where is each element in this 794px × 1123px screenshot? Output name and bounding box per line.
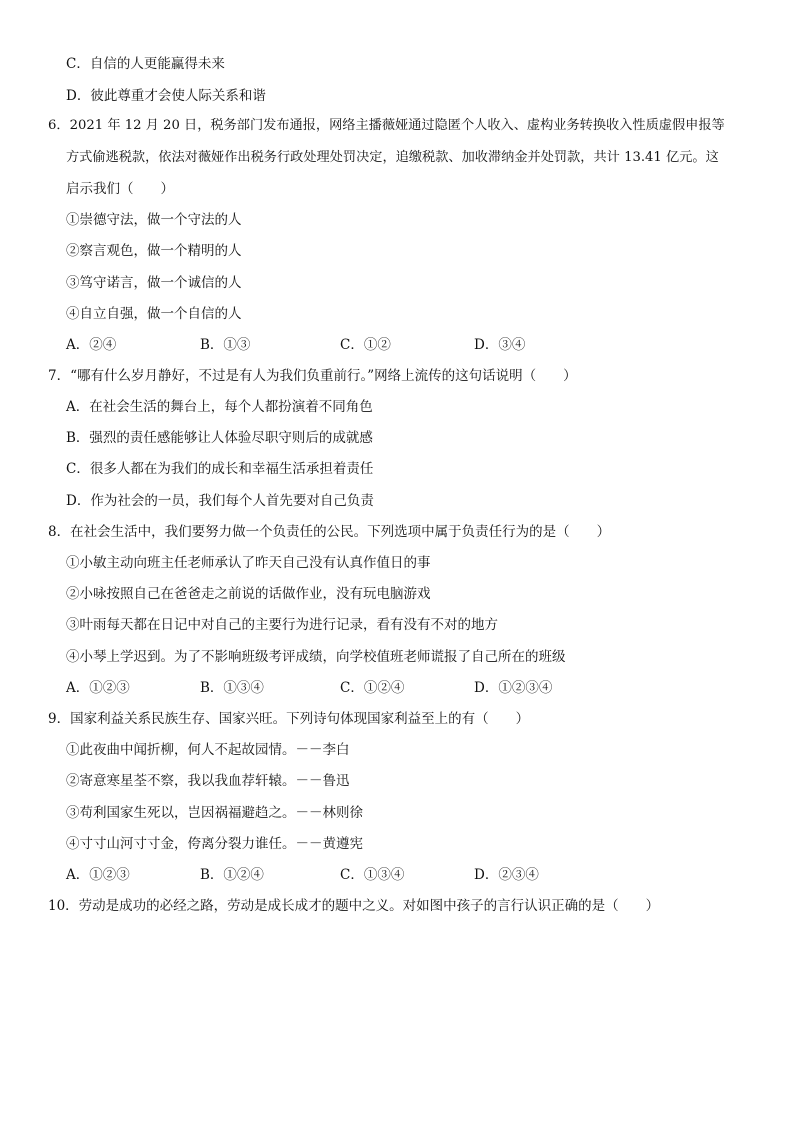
q8-option-b: B．①③④ — [200, 680, 264, 696]
q9-item-1: ①此夜曲中闻折柳，何人不起故园情。－－李白 — [66, 742, 350, 758]
q8-item-4: ④小琴上学迟到。为了不影响班级考评成绩，向学校值班老师谎报了自己所在的班级 — [66, 649, 566, 665]
q6-item-4: ④自立自强，做一个自信的人 — [66, 306, 242, 322]
q8-option-a: A．①②③ — [66, 680, 130, 696]
q10-stem: 10．劳动是成功的必经之路，劳动是成长成才的题中之义。对如图中孩子的言行认识正确的是（ ） — [48, 898, 660, 914]
q5-option-d: D．彼此尊重才会使人际关系和谐 — [66, 88, 266, 104]
q9-item-2: ②寄意寒星荃不察，我以我血荐轩辕。－－鲁迅 — [66, 773, 350, 789]
q9-item-4: ④寸寸山河寸寸金，侉离分裂力谁任。－－黄遵宪 — [66, 836, 363, 852]
q6-stem-line-3: 启示我们（ ） — [66, 181, 174, 197]
q8-item-1: ①小敏主动向班主任老师承认了昨天自己没有认真作值日的事 — [66, 555, 431, 571]
q6-item-3: ③笃守诺言，做一个诚信的人 — [66, 275, 242, 291]
q6-option-d: D．③④ — [474, 337, 526, 353]
q6-item-1: ①崇德守法，做一个守法的人 — [66, 212, 242, 228]
q6-item-2: ②察言观色，做一个精明的人 — [66, 243, 242, 259]
q8-item-3: ③叶雨每天都在日记中对自己的主要行为进行记录，看有没有不对的地方 — [66, 617, 498, 633]
q6-option-a: A．②④ — [66, 337, 117, 353]
q7-option-a: A．在社会生活的舞台上，每个人都扮演着不同角色 — [66, 399, 373, 415]
q7-stem: 7．“哪有什么岁月静好，不过是有人为我们负重前行。”网络上流传的这句话说明（ ） — [48, 368, 577, 384]
q8-option-d: D．①②③④ — [474, 680, 553, 696]
q8-item-2: ②小咏按照自己在爸爸走之前说的话做作业，没有玩电脑游戏 — [66, 586, 431, 602]
q9-stem: 9．国家利益关系民族生存、国家兴旺。下列诗句体现国家利益至上的有（ ） — [48, 711, 530, 727]
q7-option-b: B．强烈的责任感能够让人体验尽职守则后的成就感 — [66, 430, 373, 446]
q5-option-c: C．自信的人更能赢得未来 — [66, 56, 225, 72]
q8-option-c: C．①②④ — [340, 680, 405, 696]
q9-option-b: B．①②④ — [200, 867, 264, 883]
q6-option-b: B．①③ — [200, 337, 251, 353]
q8-stem: 8．在社会生活中，我们要努力做一个负责任的公民。下列选项中属于负责任行为的是（ ） — [48, 524, 611, 540]
q6-stem-line-1: 6．2021 年 12 月 20 日，税务部门发布通报，网络主播薇娅通过隐匿个人收入、虚构业务转换收入性质虚假申报等 — [48, 118, 725, 133]
q9-option-c: C．①③④ — [340, 867, 405, 883]
q6-option-c: C．①② — [340, 337, 391, 353]
q9-option-d: D．②③④ — [474, 867, 539, 883]
q7-option-d: D．作为社会的一员，我们每个人首先要对自己负责 — [66, 493, 374, 509]
q9-item-3: ③苟利国家生死以，岂因祸福避趋之。－－林则徐 — [66, 805, 363, 821]
q6-stem-line-2: 方式偷逃税款，依法对薇娅作出税务行政处理处罚决定，追缴税款、加收滞纳金并处罚款，共计 13.41 亿元。这 — [66, 150, 719, 165]
q9-option-a: A．①②③ — [66, 867, 130, 883]
q7-option-c: C．很多人都在为我们的成长和幸福生活承担着责任 — [66, 461, 374, 477]
